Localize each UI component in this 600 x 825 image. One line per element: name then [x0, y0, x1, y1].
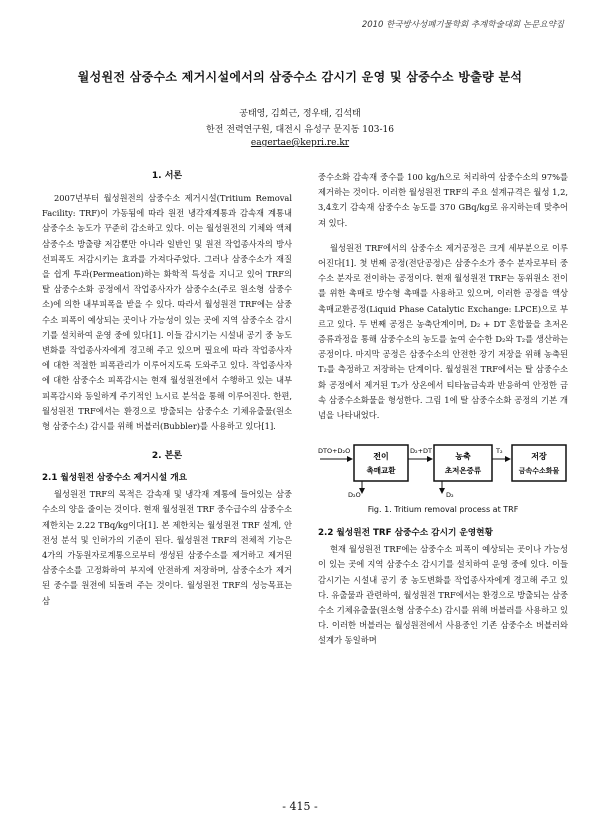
subsection-2-1-title: 2.1 월성원전 삼중수소 제거시설 개요 — [42, 473, 187, 484]
exchange-box — [354, 445, 408, 481]
affiliation: 한전 전력연구원, 대전시 유성구 문지동 103-16 — [206, 125, 394, 135]
right-column — [318, 170, 568, 649]
mid-label: D₂+DT — [410, 447, 433, 456]
enrichment-box — [434, 445, 492, 481]
left-column — [42, 168, 292, 609]
exchange-box-title: 전이 — [373, 452, 389, 462]
subsection-2-2-paragraph: 현재 월성원전 TRF에는 삼중수소 피폭이 예상되는 곳이나 가능성이 있는 곳에 지역 삼중수소 감시기를 설치하여 운영 중에 있다. 이들 감시기는 시설내 공기 중 농도변화를 작업종사자에게 경고해 주고 있다. 유출물과 관련하여, 월성원전 TRF에서는 환경으로 방출되는 삼중수소 기체유출물(원소형 삼중수소) 감시를 위해 버블러를 사용하고 있다. 이러한 버블러는 월성원전에서 사용중인 기존 삼중수소 버블러와 설계가 동일하며 — [318, 544, 568, 646]
storage-box-title: 저장 — [531, 452, 547, 462]
figure-1-caption: Fig. 1. Tritium removal process at TRF — [367, 505, 519, 515]
subsection-2-2-title: 2.2 월성원전 TRF 삼중수소 감시기 운영현황 — [318, 528, 493, 539]
d2-out-label: D₂ — [446, 491, 454, 500]
tritium-process-diagram — [318, 437, 568, 499]
figure-1 — [318, 437, 568, 499]
enrichment-box-title: 농축 — [455, 452, 471, 462]
section-body-title: 2. 본론 — [151, 451, 183, 462]
author-list: 공태영, 김희근, 정우태, 김석태 — [239, 109, 361, 119]
exchange-box-subtitle: 촉매교환 — [366, 466, 396, 476]
intro-paragraph: 2007년부터 월성원전의 삼중수소 제거시설(Tritium Removal Facility: TRF)이 가동됨에 따라 원전 냉각재계통과 감속재 계통내 삼중수소 농도가 꾸준히 감소하고 있다. 이는 월성원전의 기체와 액체 삼중수소 방출량 저감뿐만 아니라 일반인 및 원전 작업종사자의 방사선피폭도 저감시키는 효과를 가져다주었다. 그러나 삼중수소가 재질을 쉽게 투과(Permeation)하는 화학적 특성을 지니고 있어 TRF의 탈 삼중수소화 공정에서 작업종사자가 삼중수소(주로 원소형 삼중수소)에 의한 내부피폭을 받을 수 있다. 따라서 월성원전 TRF에는 삼중수소 피폭이 예상되는 곳이나 가능성이 있는 곳에 지역 삼중수소 감시기를 설치하여 운영 중에 있다[1]. 이들 감시기는 시설내 공기 중 농도변화를 작업종사자에게 경고해 주고 있으며 필요에 따라 작업종사자에 대한 적절한 피폭관리가 이루어지도록 도와주고 있다. 작업종사자에 대한 삼중수소 피폭감시는 현재 월성원전에서 수행하고 있는 내부피폭감시와 동일하게 주기적인 뇨시료 분석을 통해 이루어진다. 한편, 월성원전 TRF에서는 환경으로 방출되는 삼중수소 기체유출물(원소형 삼중수소) 감시를 위해 버블러(Bubbler)를 사용하고 있다[1]. — [42, 193, 292, 432]
storage-box-subtitle: 금속수소화물 — [518, 467, 560, 476]
conference-header: 2010 한국방사성폐기물학회 추계학술대회 논문요약집 — [361, 20, 564, 30]
paper-title: 월성원전 삼중수소 제거시설에서의 삼중수소 감시기 운영 및 삼중수소 방출량 분석 — [77, 70, 523, 84]
author-email[interactable]: eagertae@kepri.re.kr — [250, 138, 350, 148]
enrichment-box-subtitle: 초저온증류 — [444, 466, 482, 476]
process-paragraph: 월성원전 TRF에서의 삼중수소 제거공정은 크게 세부분으로 이루어진다[1]. 첫 번째 공정(전단공정)은 삼중수소가 중수 분자로부터 중수소 분자로 전이하는 공정이다. 현재 월성원전 TRF는 동위원소 전이를 위한 촉매로 방수형 촉매를 사용하고 있으며, 이러한 공정을 액상촉매교환공정(Liquid Phase Catalytic Exchange: LPCE)으로 부르고 있다. 두 번째 공정은 농축단계이며, D₂ + DT 혼합물을 초저온 증류과정을 통해 삼중수소의 농도를 높여 순수한 D₂와 T₂를 생산하는 공정이다. 마지막 공정은 삼중수소의 안전한 장기 저장을 위해 농축된 T₂를 측정하고 저장하는 단계이다. 월성원전 TRF에서는 탈 삼중수소화 공정에서 제거된 T₂가 상온에서 티타늄금속과 반응하여 안정한 금속 삼중수소화물을 형성한다. 그림 1에 탈 삼중수소화 공정의 기본 개념을 나타내었다. — [318, 242, 568, 421]
storage-box — [512, 445, 566, 481]
subsection-2-1-continued: 중수소화 감속재 중수를 100 kg/h으로 처리하여 삼중수소의 97%를 제거하는 것이다. 이러한 월성원전 TRF의 주요 설계규격은 월성 1,2,3,4호기 감속재 삼중수소 농도를 370 GBq/kg로 유지하는데 맞추어져 있다. — [318, 172, 568, 228]
page-number: - 415 - — [282, 800, 318, 813]
section-intro-title: 1. 서론 — [151, 171, 183, 181]
t2-label: T₂ — [496, 447, 503, 456]
subsection-2-1-paragraph: 월성원전 TRF의 목적은 감속재 및 냉각재 계통에 들어있는 삼중수소의 양을 줄이는 것이다. 현재 월성원전 TRF 중수급수의 삼중수소 제한치는 2.22 TBq/kg이다[1]. 본 제한치는 월성원전 TRF 설계, 안전성 분석 및 인허가의 기준이 된다. 월성원전 TRF의 전체적 기능은 4가의 가동원자로계통으로부터 생성된 삼중수소를 제거하고 제거된 삼중수소를 고정화하여 부지에 안전하게 저장하며, 삼중수소가 제거된 중수를 원전에 되돌려 주는 것이다. 월성원전 TRF의 성능목표는 삼 — [42, 489, 292, 606]
input-label: DTO+D₂O — [318, 447, 351, 456]
d2o-out-label: D₂O — [348, 491, 361, 500]
